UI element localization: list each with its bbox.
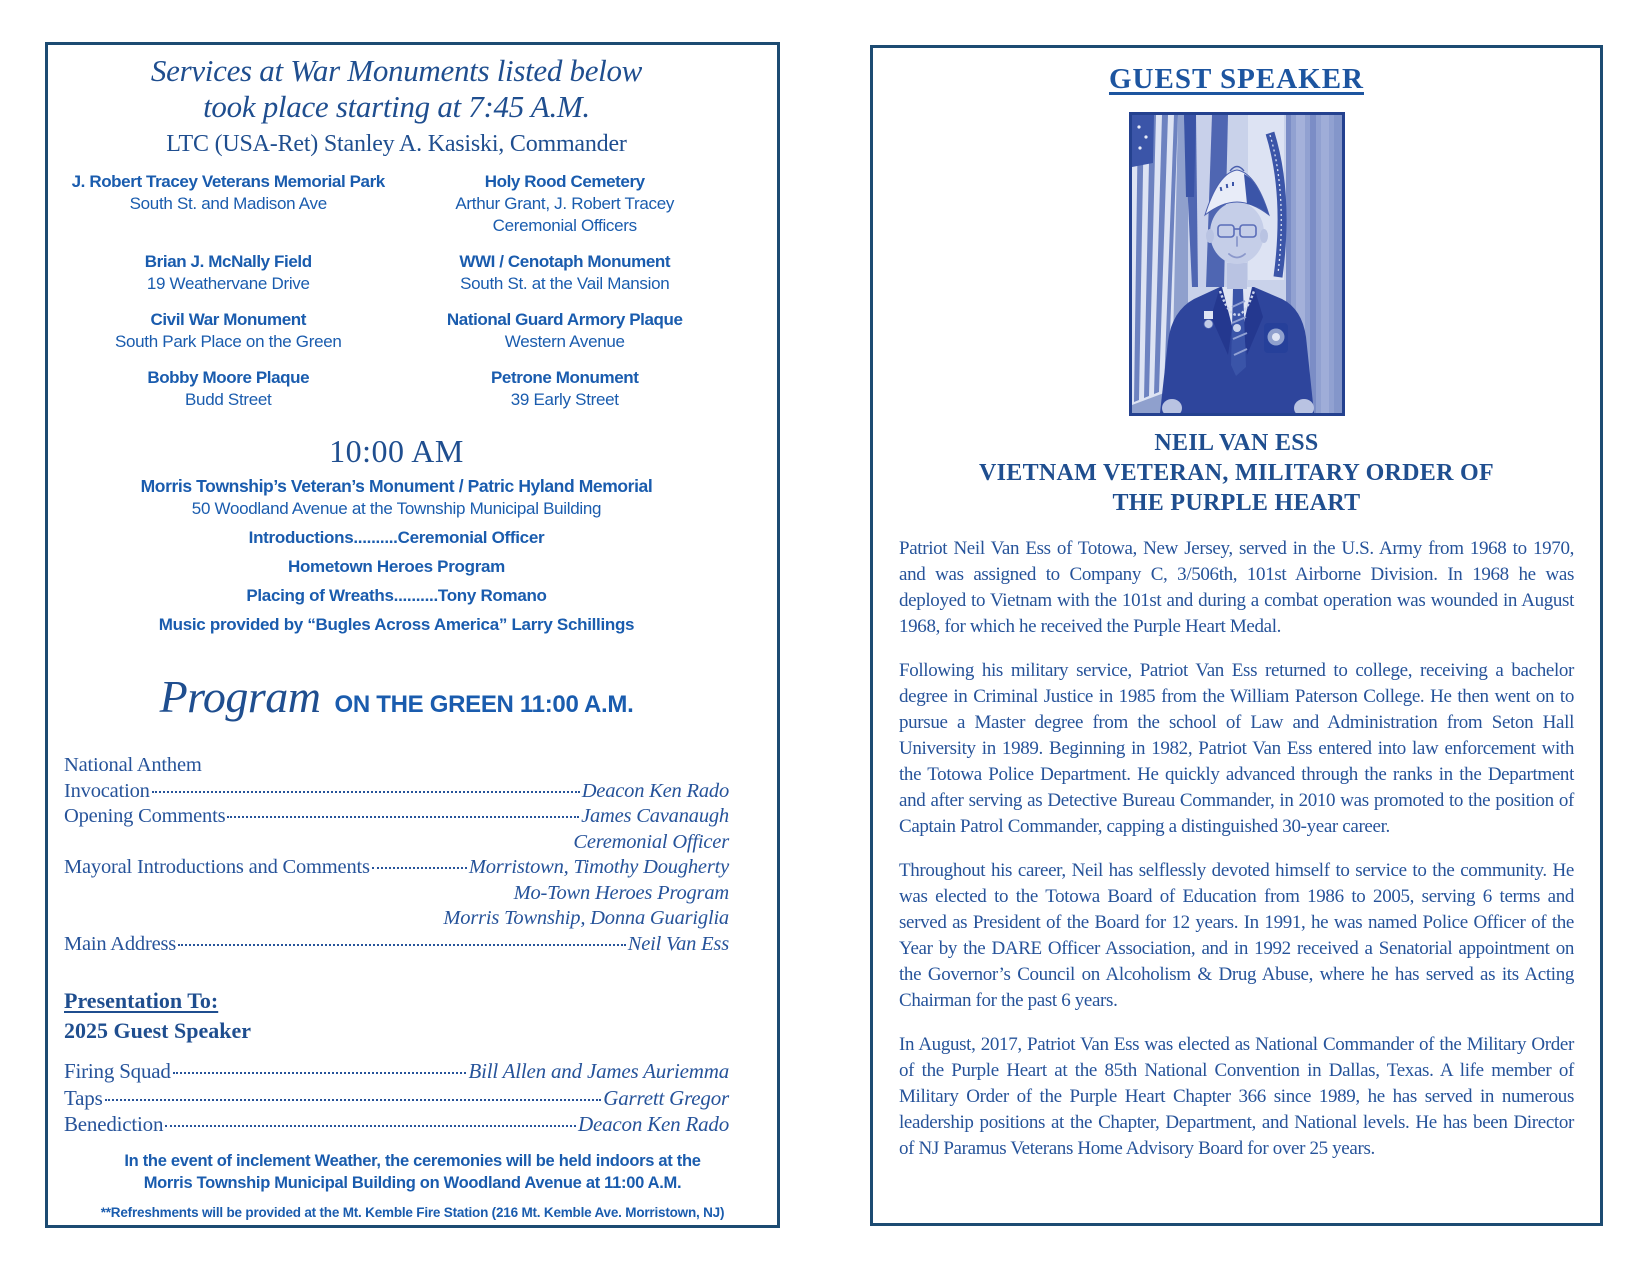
program-line-name: Deacon Ken Rado bbox=[581, 779, 729, 802]
program-line bbox=[64, 804, 729, 830]
services-title bbox=[64, 53, 729, 125]
program-line-label: Main Address bbox=[64, 932, 177, 955]
guest-speaker-photo bbox=[1129, 112, 1345, 416]
ten-am-location-line1: Morris Township’s Veteran’s Monument / Patric Hyland Memorial bbox=[140, 476, 653, 496]
bio-paragraph: Following his military service, Patriot Van Ess returned to college, receiving a bachelor degree in Criminal Justice in 1985 from the William Paterson College. He then went on to pursue a Master degree from the school of Law and Administration from Seton Hall University in 1989. Beginning in 1982, Patriot Van Ess entered into law enforcement with the Totowa Police Department. He quickly advanced through the ranks in the Department and after serving as Detective Bureau Commander, in 2010 was promoted to the position of Captain Patrol Commander, capping a distinguished 30-year career. bbox=[899, 660, 1574, 837]
monument-item bbox=[401, 367, 730, 411]
speaker-title-line2: THE PURPLE HEART bbox=[1112, 490, 1361, 516]
closing-line-name: Deacon Ken Rado bbox=[578, 1112, 729, 1136]
program-line bbox=[64, 753, 729, 779]
closing-line bbox=[64, 1111, 729, 1138]
presentation-block bbox=[64, 987, 729, 1044]
bio-paragraph: Throughout his career, Neil has selflessly devoted himself to service to the community. He was elected to the Totowa Board of Education from 1986 to 2005, serving 6 terms and served as President of the Board for 12 years. In 1991, he was named Police Officer of the Year by the DARE Officer Association, and in 1992 received a Senatorial appointment on the Governor’s Council on Alcoholism & Drug Abuse, where he has served as its Acting Chairman for the past 6 years. bbox=[899, 860, 1574, 1011]
speaker-bio bbox=[899, 536, 1574, 1162]
monument-name: Brian J. McNally Field bbox=[144, 252, 312, 271]
closing-list bbox=[64, 1058, 729, 1138]
program-line-name: Morristown, Timothy Dougherty bbox=[468, 856, 729, 878]
monument-detail: 39 Early Street bbox=[510, 390, 619, 409]
left-page bbox=[45, 42, 780, 1228]
program-line-label: Opening Comments bbox=[64, 805, 226, 827]
speaker-name: NEIL VAN ESS bbox=[1154, 430, 1319, 456]
program-line-name: Ceremonial Officer bbox=[573, 830, 729, 853]
monument-name: Holy Rood Cemetery bbox=[484, 172, 645, 191]
program-line-name: James Cavanaugh bbox=[581, 805, 729, 827]
program-line-label: Mayoral Introductions and Comments bbox=[64, 856, 370, 878]
services-title-line1: Services at War Monuments listed below bbox=[150, 53, 643, 88]
program-line bbox=[64, 779, 729, 805]
closing-line bbox=[64, 1058, 729, 1085]
closing-line-name: Garrett Gregor bbox=[603, 1085, 729, 1110]
monument-detail: Budd Street bbox=[185, 390, 272, 409]
program-line-name: Morris Township, Donna Guariglia bbox=[443, 907, 729, 929]
monument-detail: 19 Weathervane Drive bbox=[146, 274, 310, 293]
presentation-subheading: 2025 Guest Speaker bbox=[64, 1018, 251, 1043]
services-title-line2: took place starting at 7:45 A.M. bbox=[203, 89, 590, 124]
bio-paragraph: In August, 2017, Patriot Van Ess was elected as National Commander of the Military Order of the Purple Heart at the 85th National Convention in Dallas, Texas. A life member of Military Order of the Purple Heart Chapter 366 since 1989, he has served in numerous leadership positions at the Chapter, Department, and National levels. He has been Director of NJ Paramus Veterans Home Advisory Board for over 25 years. bbox=[899, 1034, 1574, 1159]
program-line bbox=[64, 855, 729, 881]
guest-speaker-photo-graphic bbox=[1132, 115, 1342, 413]
closing-line-label: Firing Squad bbox=[64, 1059, 171, 1083]
refreshments-note: **Refreshments will be provided at the Mt. Kemble Fire Station (216 Mt. Kemble Ave. Morristown, NJ) bbox=[100, 1204, 725, 1220]
ten-am-item: Hometown Heroes Program bbox=[288, 557, 505, 576]
ten-am-item: Placing of Wreaths..........Tony Romano bbox=[246, 586, 547, 605]
monument-item bbox=[64, 367, 393, 411]
monument-detail: South St. at the Vail Mansion bbox=[460, 274, 670, 293]
program-heading-caps: ON THE GREEN 11:00 A.M. bbox=[334, 691, 634, 718]
program-line-name: Neil Van Ess bbox=[627, 932, 729, 955]
speaker-title-line1: VIETNAM VETERAN, MILITARY ORDER OF bbox=[979, 460, 1494, 486]
monument-item bbox=[64, 309, 393, 353]
program-line bbox=[64, 932, 729, 958]
weather-note-line2: Morris Township Municipal Building on Woodland Avenue at 11:00 A.M. bbox=[143, 1173, 682, 1192]
monument-name: Bobby Moore Plaque bbox=[147, 368, 310, 387]
monument-detail: South St. and Madison Ave bbox=[129, 194, 327, 213]
guest-speaker-heading: GUEST SPEAKER bbox=[1108, 63, 1364, 95]
ten-am-item: Introductions..........Ceremonial Officer bbox=[248, 528, 545, 547]
program-line-label: Invocation bbox=[64, 779, 150, 802]
monument-name: WWI / Cenotaph Monument bbox=[459, 252, 671, 271]
ten-am-location-line2: 50 Woodland Avenue at the Township Municipal Building bbox=[191, 499, 602, 518]
program-line-label: National Anthem bbox=[64, 754, 202, 776]
monument-item bbox=[401, 171, 730, 237]
program-line bbox=[64, 830, 729, 856]
monument-name: Civil War Monument bbox=[150, 310, 307, 329]
program-heading-script: Program bbox=[159, 671, 321, 722]
monument-detail: Arthur Grant, J. Robert Tracey bbox=[455, 194, 675, 213]
monument-item bbox=[64, 251, 393, 295]
closing-line-label: Taps bbox=[64, 1085, 103, 1110]
program-line-name: Mo-Town Heroes Program bbox=[513, 881, 729, 904]
right-page bbox=[870, 45, 1603, 1226]
program-list bbox=[64, 753, 729, 957]
program-heading bbox=[64, 670, 729, 723]
monuments-grid bbox=[64, 171, 729, 411]
presentation-heading: Presentation To: bbox=[64, 988, 219, 1013]
weather-note bbox=[48, 1150, 777, 1194]
monument-item bbox=[401, 251, 730, 295]
monument-name: Petrone Monument bbox=[490, 368, 639, 387]
weather-note-line1: In the event of inclement Weather, the ceremonies will be held indoors at the bbox=[124, 1151, 701, 1170]
closing-line-name: Bill Allen and James Auriemma bbox=[468, 1059, 729, 1083]
monument-name: National Guard Armory Plaque bbox=[446, 310, 683, 329]
monument-detail: Ceremonial Officers bbox=[492, 216, 637, 235]
monument-name: J. Robert Tracey Veterans Memorial Park bbox=[71, 172, 385, 191]
monument-item bbox=[401, 309, 730, 353]
monument-detail: South Park Place on the Green bbox=[114, 332, 342, 351]
closing-line bbox=[64, 1085, 729, 1112]
commander-line: LTC (USA-Ret) Stanley A. Kasiski, Commander bbox=[166, 131, 627, 157]
monument-detail: Western Avenue bbox=[504, 332, 625, 351]
closing-line-label: Benediction bbox=[64, 1112, 164, 1136]
ten-am-time: 10:00 AM bbox=[329, 433, 464, 469]
bio-paragraph: Patriot Neil Van Ess of Totowa, New Jersey, served in the U.S. Army from 1968 to 1970, and was assigned to Company C, 3/506th, 101st Airborne Division. In 1968 he was deployed to Vietnam with the 101st and during a combat operation was wounded in August 1968, for which he received the Purple Heart Medal. bbox=[899, 538, 1574, 637]
program-line bbox=[64, 881, 729, 907]
ten-am-item: Music provided by “Bugles Across America” Larry Schillings bbox=[158, 615, 635, 634]
program-line bbox=[64, 906, 729, 932]
monument-item bbox=[64, 171, 393, 237]
